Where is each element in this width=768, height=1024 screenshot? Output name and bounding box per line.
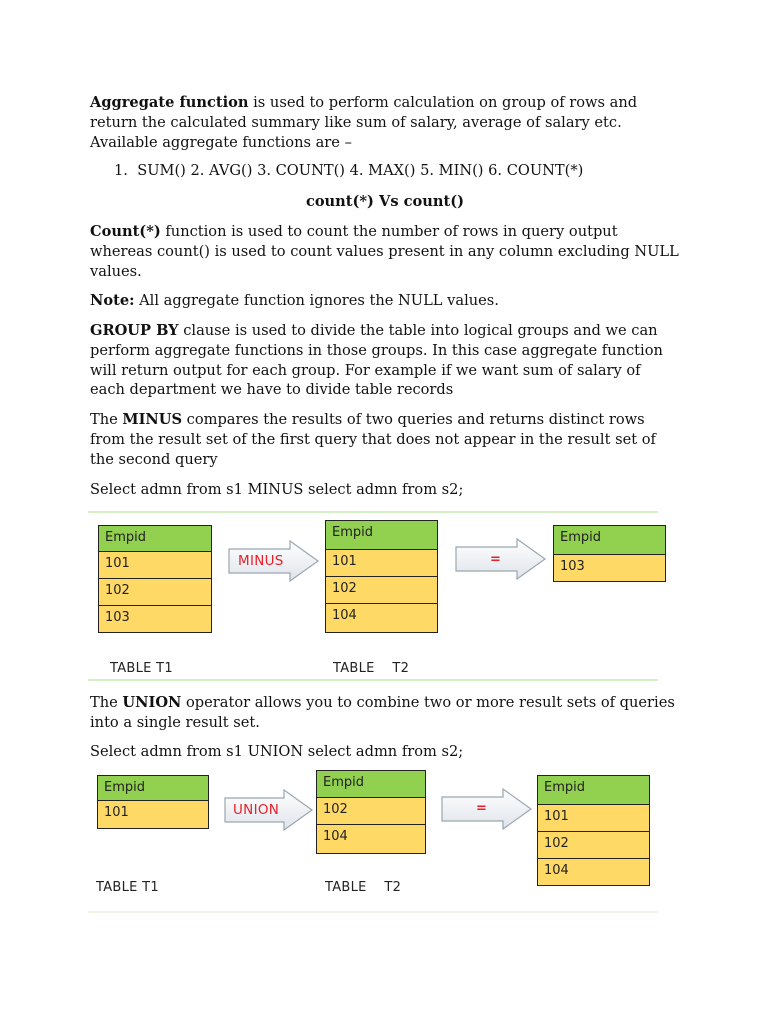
note-paragraph bbox=[90, 291, 680, 311]
table-row: 102 bbox=[537, 832, 650, 859]
note-text: All aggregate function ignores the NULL values. bbox=[134, 292, 499, 309]
minus-table-t2 bbox=[325, 520, 438, 633]
table-row: 104 bbox=[537, 859, 650, 886]
union-text: operator allows you to combine two or more result sets of queries into a single result set. bbox=[90, 694, 675, 731]
union-term: UNION bbox=[122, 694, 182, 711]
union-table-t2 bbox=[316, 770, 426, 854]
groupby-term: GROUP BY bbox=[90, 322, 179, 339]
minus-term: MINUS bbox=[122, 411, 183, 428]
table-row: 104 bbox=[316, 825, 426, 854]
union-equals-label: = bbox=[476, 801, 488, 816]
note-term: Note: bbox=[90, 292, 135, 309]
intro-text: is used to perform calculation on group of rows and return the calculated summary like sum of salary, average of salary etc. Available aggregate functions are – bbox=[90, 94, 638, 151]
table-row: 101 bbox=[98, 552, 212, 579]
table-row: 103 bbox=[98, 606, 212, 633]
union-caption-t1: TABLE T1 bbox=[96, 880, 159, 895]
list-item: SUM() 2. AVG() 3. COUNT() 4. MAX() 5. MIN() 6. COUNT(*) bbox=[137, 162, 584, 179]
table-row: 102 bbox=[316, 798, 426, 825]
minus-paragraph bbox=[90, 410, 680, 469]
groupby-paragraph bbox=[90, 321, 680, 400]
minus-caption-t2: TABLE T2 bbox=[333, 661, 410, 676]
figure-border-top bbox=[88, 511, 658, 513]
table-row: 104 bbox=[325, 604, 438, 633]
function-list bbox=[114, 162, 583, 179]
table-row: 102 bbox=[325, 577, 438, 604]
minus-operator-label: MINUS bbox=[238, 553, 284, 569]
table-header: Empid bbox=[553, 525, 666, 555]
union-result-table bbox=[537, 775, 650, 886]
table-row: 101 bbox=[325, 550, 438, 577]
union-paragraph bbox=[90, 693, 680, 733]
table-row: 101 bbox=[537, 805, 650, 832]
intro-paragraph bbox=[90, 93, 680, 152]
table-row: 103 bbox=[553, 555, 666, 582]
minus-query: Select admn from s1 MINUS select admn from s2; bbox=[90, 481, 464, 498]
table-row: 102 bbox=[98, 579, 212, 606]
minus-pre: The bbox=[90, 411, 123, 428]
table-header: Empid bbox=[98, 525, 212, 552]
union-operator-label: UNION bbox=[233, 802, 280, 818]
table-header: Empid bbox=[97, 775, 209, 801]
minus-caption-t1: TABLE T1 bbox=[110, 661, 173, 676]
minus-table-t1 bbox=[98, 525, 212, 633]
list-marker: 1. bbox=[114, 162, 128, 179]
minus-text: compares the results of two queries and returns distinct rows from the result set of the first query that does not appear in the result set of the second query bbox=[90, 411, 656, 468]
minus-result-table bbox=[553, 525, 666, 582]
table-row: 101 bbox=[97, 801, 209, 829]
figure-border-bottom bbox=[88, 911, 658, 913]
count-paragraph bbox=[90, 222, 680, 281]
groupby-text: clause is used to divide the table into logical groups and we can perform aggregate functions in those groups. In this case aggregate function will return output for each group. For example if we want sum of salary of each department we have to divide table records bbox=[90, 322, 663, 399]
union-table-t1 bbox=[97, 775, 209, 829]
intro-term: Aggregate function bbox=[90, 94, 249, 111]
table-header: Empid bbox=[325, 520, 438, 550]
table-header: Empid bbox=[537, 775, 650, 805]
union-caption-t2: TABLE T2 bbox=[325, 880, 402, 895]
minus-equals-label: = bbox=[490, 552, 502, 567]
union-pre: The bbox=[90, 694, 123, 711]
count-term: Count(*) bbox=[90, 223, 161, 240]
figure-border-bottom bbox=[88, 679, 658, 681]
union-query: Select admn from s1 UNION select admn from s2; bbox=[90, 743, 464, 760]
count-text: function is used to count the number of rows in query output whereas count() is used to count values present in any column excluding NULL values. bbox=[90, 223, 679, 280]
table-header: Empid bbox=[316, 770, 426, 798]
section-heading: count(*) Vs count() bbox=[305, 193, 465, 210]
